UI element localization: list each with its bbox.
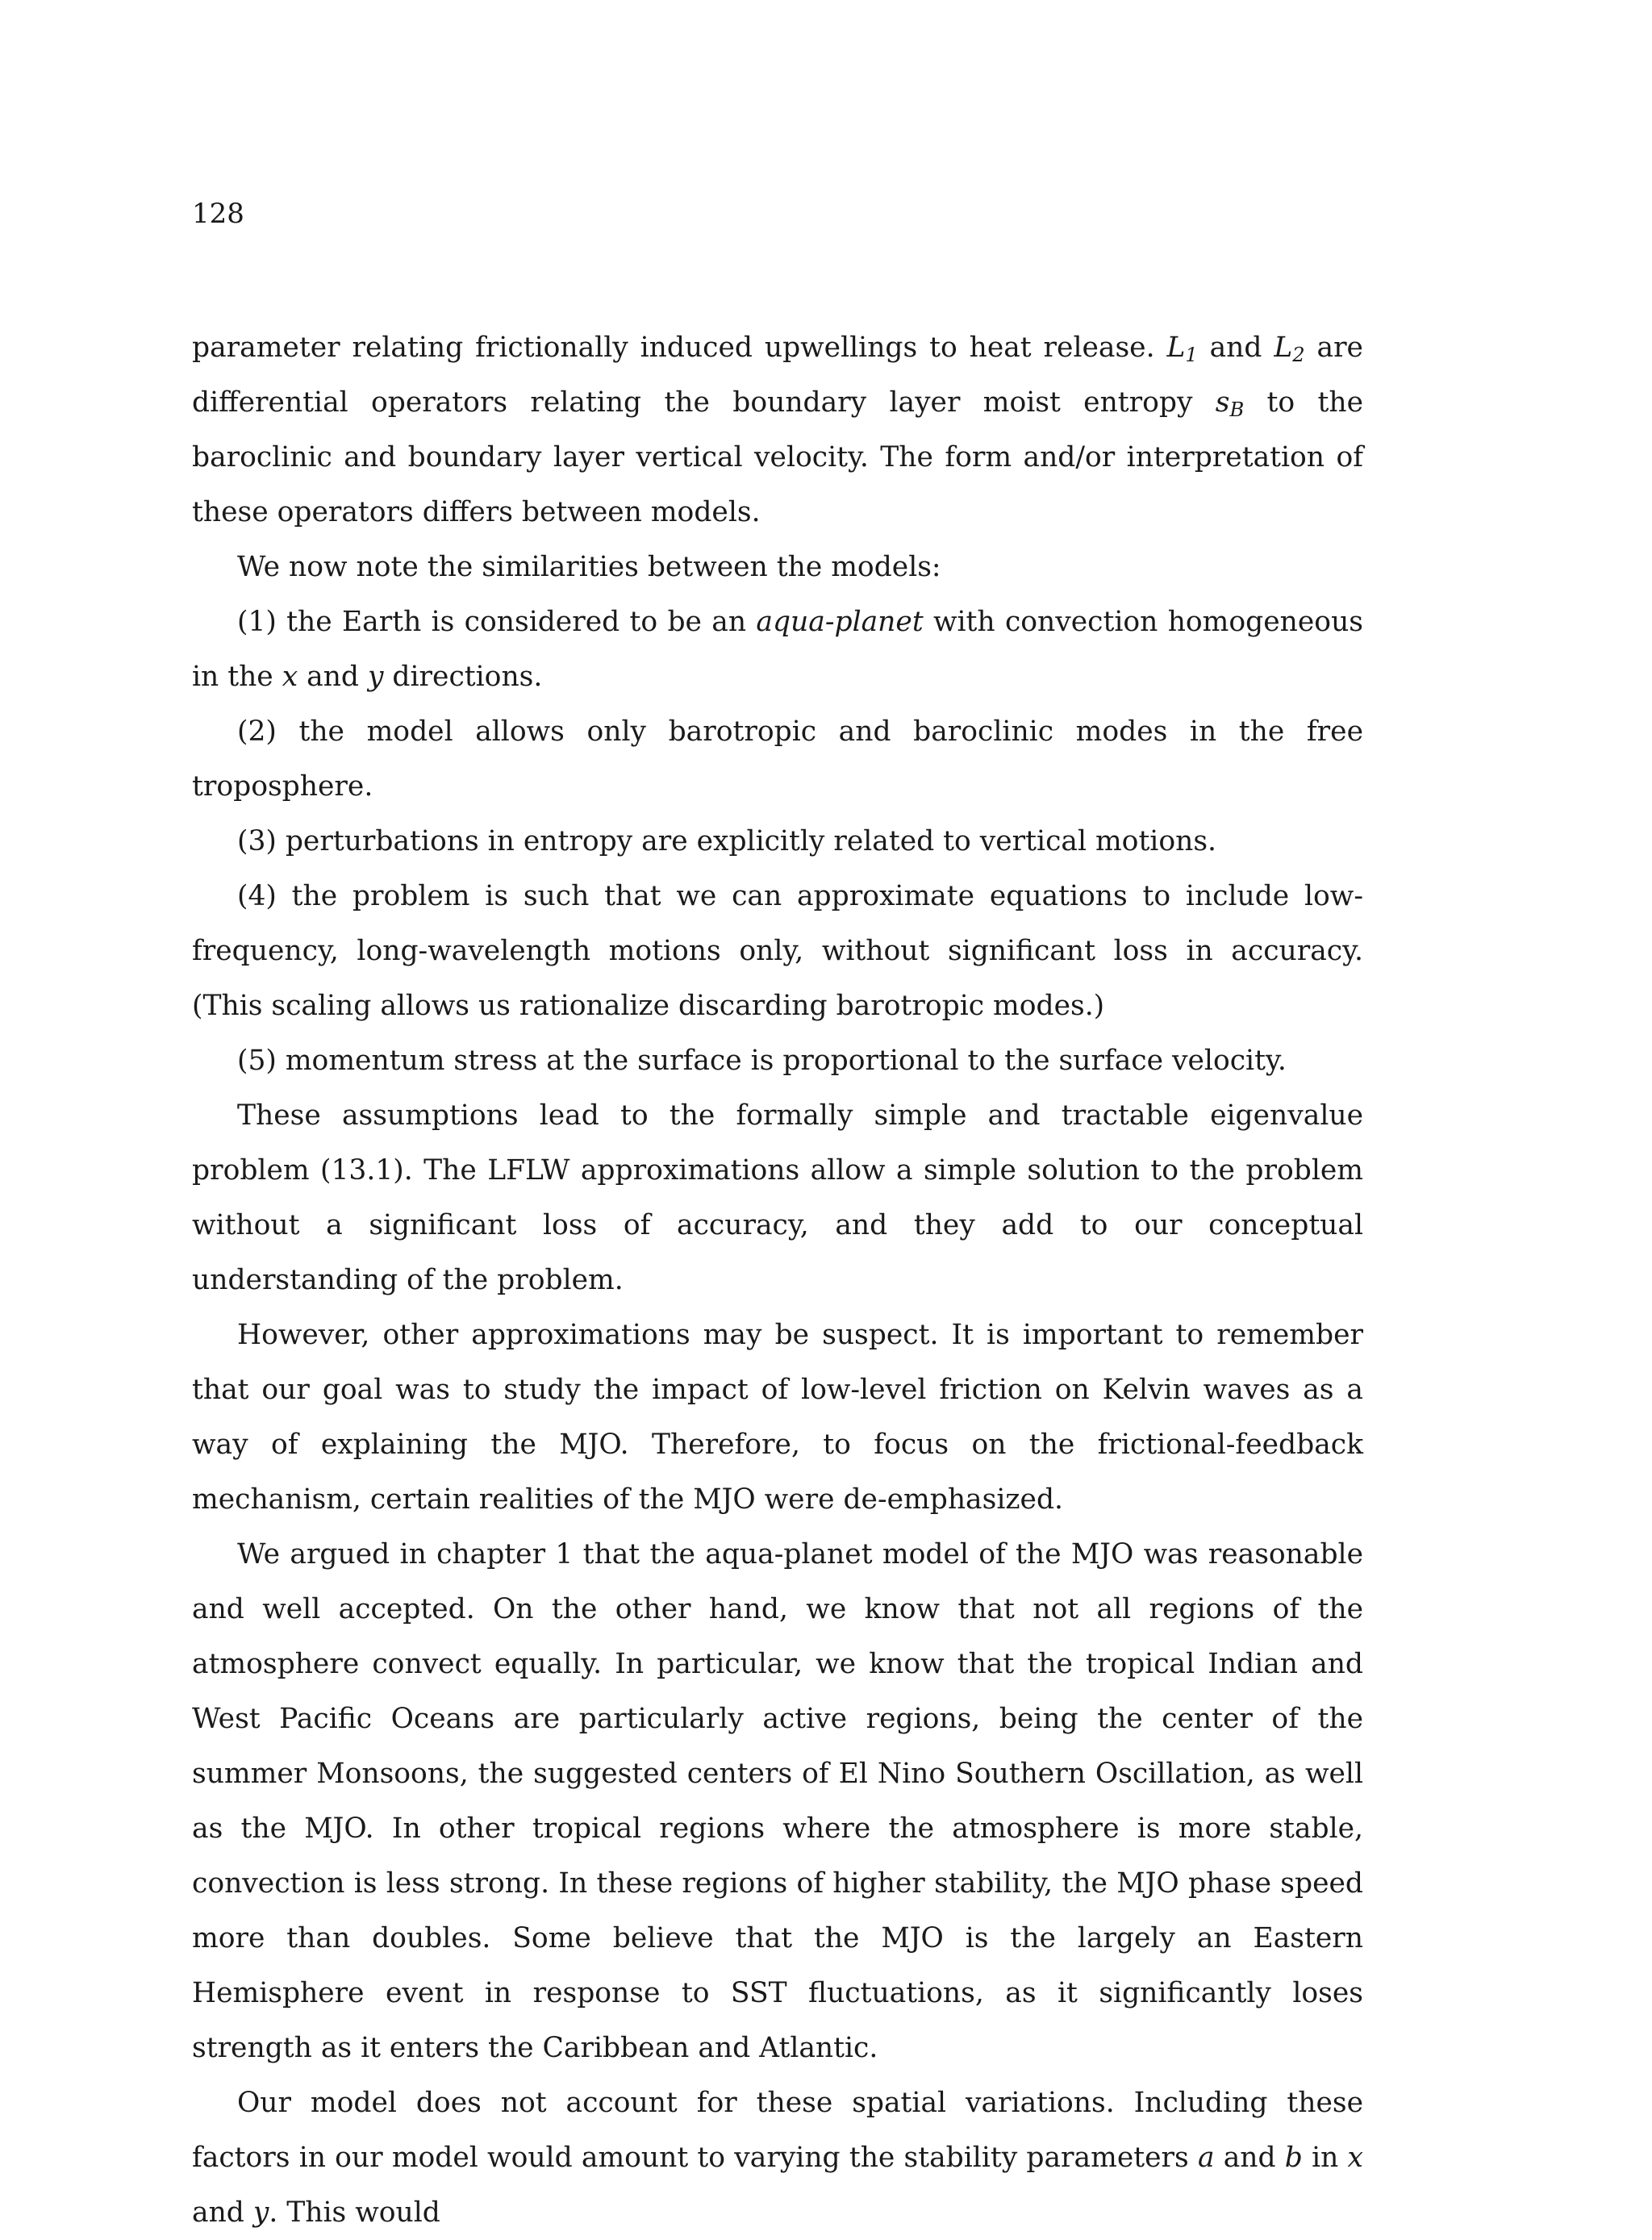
math-subscript: 2 <box>1292 344 1305 367</box>
text-run: in <box>1302 2142 1348 2174</box>
paragraph: (4) the problem is such that we can approximate equations to include low-frequency, long-wavelength motions only, without significant loss in accuracy. (This scaling allows us rationalize discarding barotropic modes.) <box>192 880 1363 1022</box>
text-run: parameter relating frictionally induced upwellings to heat release. <box>192 332 1167 364</box>
math-y: y <box>367 661 384 693</box>
text-run: with convection homogeneous in the <box>192 606 1364 693</box>
math-symbol: L <box>1166 332 1186 364</box>
math-subscript: 1 <box>1185 344 1198 367</box>
paragraph: (2) the model allows only barotropic and baroclinic modes in the free troposphere. <box>192 715 1363 803</box>
paragraph: (3) perturbations in entropy are explicitly related to vertical motions. <box>237 825 1217 857</box>
text-run: and <box>298 661 368 693</box>
body-text <box>192 320 1363 2240</box>
paragraph <box>192 594 1363 704</box>
text-run: and <box>1197 332 1274 364</box>
paragraph: (5) momentum stress at the surface is proportional to the surface velocity. <box>237 1045 1287 1077</box>
math-a: a <box>1197 2142 1215 2174</box>
math-y: y <box>252 2196 269 2229</box>
paragraph: We now note the similarities between the models: <box>237 551 941 583</box>
math-x: x <box>1347 2142 1364 2174</box>
math-symbol: L <box>1274 332 1293 364</box>
text-run: Our model does not account for these spatial variations. Including these factors in our model would amount to varying the stability parameters <box>192 2087 1363 2174</box>
paragraph <box>192 2075 1363 2240</box>
text-run: and <box>192 2196 253 2229</box>
page-number: 128 <box>192 198 244 230</box>
paragraph: We argued in chapter 1 that the aqua-planet model of the MJO was reasonable and well accepted. On the other hand, we know that not all regions of the atmosphere convect equally. In particular, we know that the tropical Indian and West Pacific Oceans are particularly active regions, being the center of the summer Monsoons, the suggested centers of El Nino Southern Oscillation, as well as the MJO. In other tropical regions where the atmosphere is more stable, convection is less strong. In these regions of higher stability, the MJO phase speed more than doubles. Some believe that the MJO is the largely an Eastern Hemisphere event in response to SST fluctuations, as it significantly loses strength as it enters the Caribbean and Atlantic. <box>192 1538 1363 2064</box>
math-l1 <box>1166 332 1198 367</box>
paragraph <box>192 320 1363 540</box>
math-sb <box>1215 386 1245 422</box>
emphasis: aqua-planet <box>756 606 924 638</box>
text-run: to the baroclinic and boundary layer vertical velocity. The form and/or interpretation of these operators differs between models. <box>192 386 1363 528</box>
text-run: . This would <box>269 2196 440 2229</box>
paragraph: However, other approximations may be suspect. It is important to remember that our goal was to study the impact of low-level friction on Kelvin waves as a way of explaining the MJO. Therefore, to focus on the frictional-feedback mechanism, certain realities of the MJO were de-emphasized. <box>192 1319 1363 1516</box>
math-l2 <box>1274 332 1305 367</box>
math-b: b <box>1284 2142 1303 2174</box>
text-run: are differential operators relating the boundary layer moist entropy <box>192 332 1363 419</box>
math-symbol: s <box>1215 386 1230 419</box>
math-subscript: B <box>1229 398 1245 422</box>
text-run: (1) the Earth is considered to be an <box>237 606 757 638</box>
math-x: x <box>282 661 298 693</box>
paragraph: These assumptions lead to the formally simple and tractable eigenvalue problem (13.1). The LFLW approximations allow a simple solution to the problem without a significant loss of accuracy, and they add to our conceptual understanding of the problem. <box>192 1099 1363 1296</box>
text-run: and <box>1214 2142 1285 2174</box>
text-run: directions. <box>383 661 543 693</box>
